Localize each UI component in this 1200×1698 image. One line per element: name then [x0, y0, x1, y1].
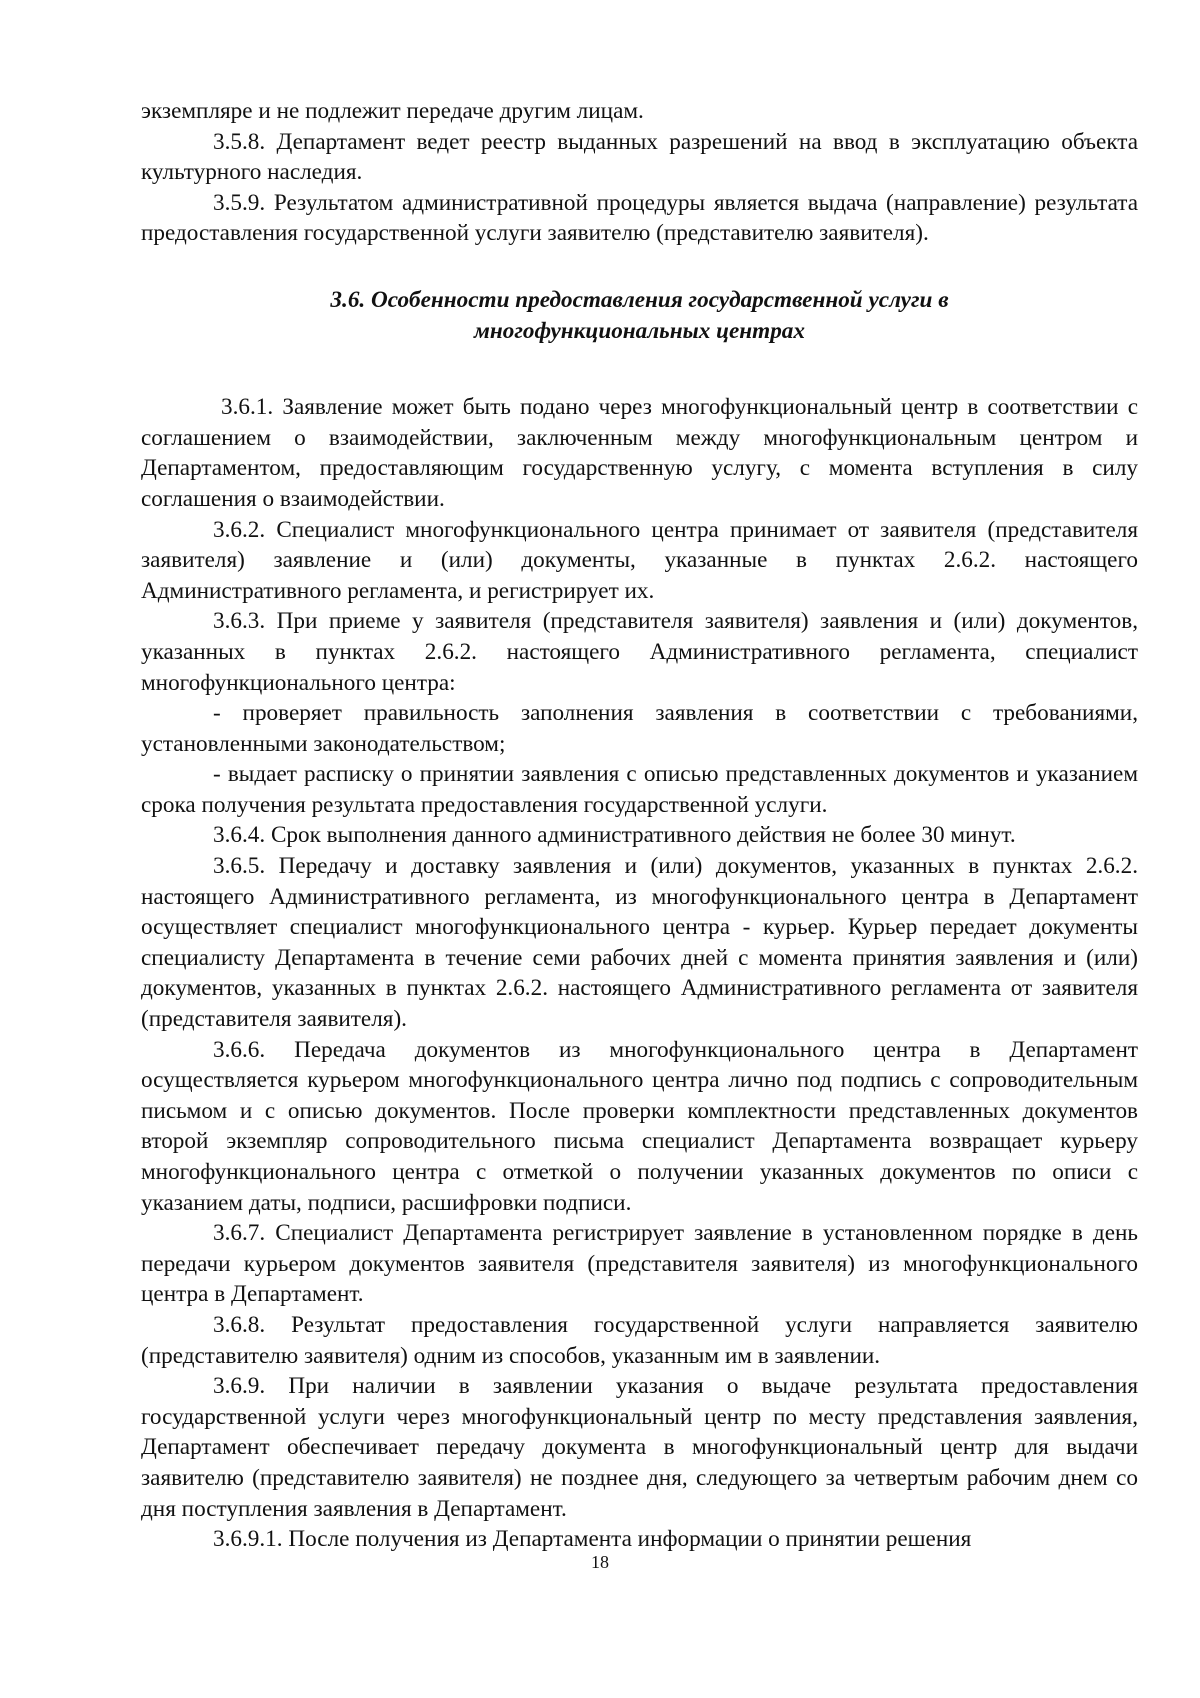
paragraph-continuation: экземпляре и не подлежит передаче другим лицам. — [141, 98, 644, 124]
section-heading-line-2: многофункциональных центрах — [474, 317, 805, 344]
paragraph-3-6-1: 3.6.1. Заявление может быть подано через многофункциональный центр в соответствии с соглашением о взаимодействии, заключенным между многофункциональным центром и Департаментом, предоставляющим государственную услугу, с момента вступления в силу соглашения о взаимодействии. — [141, 394, 1138, 512]
section-heading-3-6 — [141, 285, 1138, 346]
paragraph-3-6-8: 3.6.8. Результат предоставления государственной услуги направляется заявителю (представителю заявителя) одним из способов, указанным им в заявлении. — [141, 1311, 1138, 1369]
paragraph-3-6-9-1: 3.6.9.1. После получения из Департамента информации о принятии решения — [213, 1526, 972, 1553]
paragraph-3-5-8: 3.5.8. Департамент ведет реестр выданных разрешений на ввод в эксплуатацию объекта культурного наследия. — [141, 128, 1138, 186]
paragraph-3-6-7: 3.6.7. Специалист Департамента регистрирует заявление в установленном порядке в день передачи курьером документов заявителя (представителя заявителя) из многофункционального центра в Департамент. — [141, 1220, 1138, 1308]
list-item-check: - проверяет правильность заполнения заявления в соответствии с требованиями, установленными законодательством; — [141, 700, 1138, 757]
paragraph-3-6-4: 3.6.4. Срок выполнения данного административного действия не более 30 минут. — [213, 822, 1016, 849]
paragraph-3-6-3: 3.6.3. При приеме у заявителя (представителя заявителя) заявления и (или) документов, указанных в пунктах 2.6.2. настоящего Административного регламента, специалист многофункционального центра: — [141, 608, 1138, 696]
list-item-receipt: - выдает расписку о принятии заявления с описью представленных документов и указанием срока получения результата предоставления государственной услуги. — [141, 761, 1138, 818]
document-page — [141, 96, 1138, 1555]
paragraph-3-6-2: 3.6.2. Специалист многофункционального центра принимает от заявителя (представителя заявителя) заявление и (или) документы, указанные в пунктах 2.6.2. настоящего Административного регламента, и регистрирует их. — [141, 516, 1138, 604]
paragraph-3-5-9: 3.5.9. Результатом административной процедуры является выдача (направление) результата предоставления государственной услуги заявителю (представителю заявителя). — [141, 189, 1138, 247]
page-number: 18 — [591, 1552, 609, 1572]
paragraph-3-6-9: 3.6.9. При наличии в заявлении указания о выдаче результата предоставления государственной услуги через многофункциональный центр по месту представления заявления, Департамент обеспечивает передачу документа в многофункциональный центр для выдачи заявителю (представителю заявителя) не позднее дня, следующего за четвертым рабочим днем со дня поступления заявления в Департамент. — [141, 1373, 1138, 1522]
paragraph-3-6-5: 3.6.5. Передачу и доставку заявления и (или) документов, указанных в пунктах 2.6.2. настоящего Административного регламента, из многофункционального центра в Департамент осуществляет специалист многофункционального центра - курьер. Курьер передает документы специалисту Департамента в течение семи рабочих дней с момента принятия заявления и (или) документов, указанных в пунктах 2.6.2. настоящего Административного регламента от заявителя (представителя заявителя). — [141, 853, 1138, 1033]
paragraph-3-6-6: 3.6.6. Передача документов из многофункционального центра в Департамент осуществляется курьером многофункционального центра лично под подпись с сопроводительным письмом и с описью документов. После проверки комплектности представленных документов второй экземпляр сопроводительного письма специалист Департамента возвращает курьеру многофункционального центра с отметкой о получении указанных документов по описи с указанием даты, подписи, расшифровки подписи. — [141, 1036, 1138, 1216]
section-heading-line-1: 3.6. Особенности предоставления государственной услуги в — [330, 286, 949, 313]
